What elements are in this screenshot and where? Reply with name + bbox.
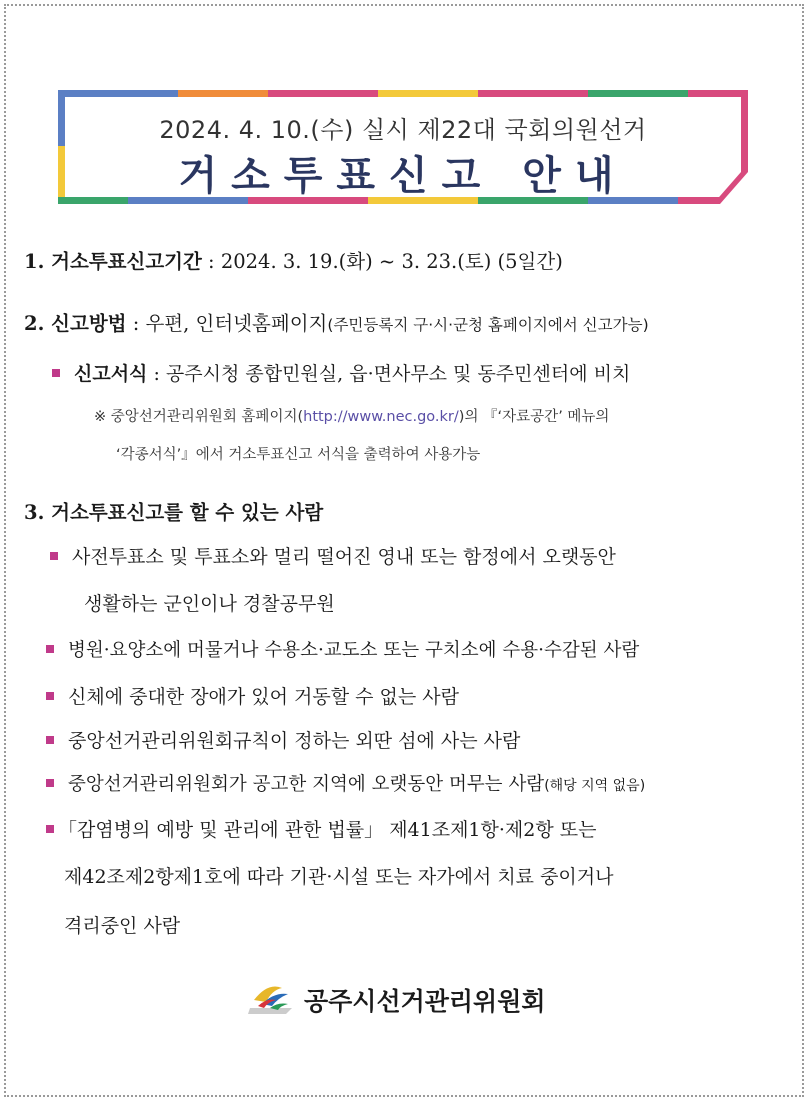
eligible-item-6 (46, 815, 596, 842)
bullet-icon (50, 552, 58, 560)
note-line-2: ‘각종서식’』에서 거소투표신고 서식을 출력하여 사용가능 (116, 447, 481, 463)
title-subheading: 2024. 4. 10.(수) 실시 제22대 국회의원선거 (159, 116, 647, 144)
eligible-item-1 (50, 542, 616, 569)
section-method-heading: 2. 신고방법 (24, 312, 127, 335)
section-method (24, 308, 649, 336)
bullet-icon (46, 825, 54, 833)
eligible-item-note: (해당 지역 없음) (544, 778, 646, 794)
eligible-item-1-cont: 생활하는 군인이나 경찰공무원 (84, 593, 335, 615)
section-method-note: (주민등록지 구·시·군청 홈페이지에서 신고가능) (327, 316, 649, 334)
form-location: 공주시청 종합민원실, 읍·면사무소 및 동주민센터에 비치 (165, 363, 631, 385)
section-method-value: 우편, 인터넷홈페이지 (145, 312, 328, 335)
bullet-icon (46, 692, 54, 700)
organization-name: 공주시선거관리위원회 (304, 987, 546, 1016)
section-period-separator: : (201, 250, 221, 273)
page-title: 거소투표신고 안내 (178, 153, 628, 199)
bullet-icon (46, 645, 54, 653)
form-label: 신고서식 (74, 363, 148, 385)
eligible-item-text: 사전투표소 및 투표소와 멀리 떨어진 영내 또는 함정에서 오랫동안 (72, 546, 616, 568)
section-period-value: 2024. 3. 19.(화) ~ 3. 23.(토) (5일간) (220, 250, 563, 273)
eligible-item-text: 중앙선거관리위원회가 공고한 지역에 오랫동안 머무는 사람 (68, 774, 545, 795)
eligible-item-text: 신체에 중대한 장애가 있어 거동할 수 없는 사람 (68, 686, 460, 708)
nec-website-link[interactable]: http://www.nec.go.kr/ (303, 409, 459, 425)
eligible-item-5 (46, 770, 645, 796)
note-suffix: )의 『‘자료공간’ 메뉴의 (458, 409, 610, 425)
bullet-icon (46, 779, 54, 787)
eligible-item-text: 중앙선거관리위원회규칙이 정하는 외딴 섬에 사는 사람 (68, 730, 521, 752)
eligible-item-2 (46, 636, 639, 662)
section-eligible-heading: 3. 거소투표신고를 할 수 있는 사람 (24, 501, 324, 524)
section-period-heading: 1. 거소투표신고기간 (24, 250, 202, 273)
form-separator: : (147, 363, 166, 385)
bullet-icon (52, 369, 60, 377)
eligible-item-3 (46, 682, 459, 709)
section-method-separator: : (126, 312, 146, 335)
eligible-item-4 (46, 726, 520, 753)
title-banner (56, 88, 750, 206)
eligible-item-text: 「감염병의 예방 및 관리에 관한 법률」 제41조제1항·제2항 또는 (58, 819, 597, 841)
eligible-item-6-cont-2: 격리중인 사람 (64, 915, 181, 937)
eligible-item-text: 병원·요양소에 머물거나 수용소·교도소 또는 구치소에 수용·수감된 사람 (68, 640, 640, 661)
note-prefix: ※ 중앙선거관리위원회 홈페이지( (94, 409, 304, 425)
note-line-1 (94, 405, 609, 426)
bullet-icon (46, 736, 54, 744)
eligible-item-6-cont-1: 제42조제2항제1호에 따라 기관·시설 또는 자가에서 치료 중이거나 (64, 866, 614, 888)
election-commission-logo-icon (248, 978, 296, 1018)
form-location-item (52, 359, 630, 386)
footer-organization (248, 972, 578, 1020)
section-period (24, 246, 563, 274)
